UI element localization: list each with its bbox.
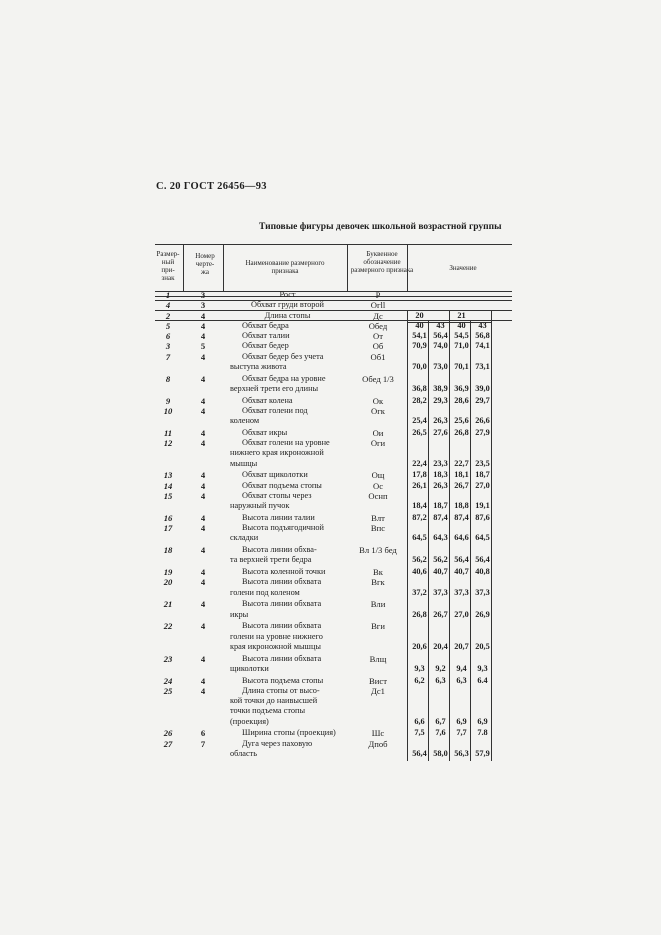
- value-cell: 25,6: [454, 416, 469, 425]
- figure-number: 4: [200, 320, 206, 331]
- value-cell: 26,1: [412, 480, 427, 490]
- feature-name: нижнего края икроножной: [230, 448, 324, 458]
- value-cell: 87,4: [433, 512, 448, 522]
- feature-symbol: Обед: [368, 320, 388, 331]
- figure-number: 4: [200, 675, 206, 686]
- feature-name: Высота линии обхвата: [242, 621, 322, 631]
- value-cell: 26,9: [475, 609, 490, 619]
- feature-number: 27: [163, 738, 173, 749]
- value-cell: 18,3: [433, 470, 448, 480]
- value-cell: 20: [415, 310, 424, 320]
- feature-name: Обхват икры: [242, 427, 288, 437]
- value-cell: 28,2: [412, 395, 427, 405]
- value-cell: 22,4: [412, 458, 427, 468]
- col-header-values: Значение: [449, 264, 477, 272]
- feature-symbol: Обед 1/3: [362, 373, 394, 384]
- value-cell: 73,1: [475, 361, 490, 371]
- feature-symbol: Вл 1/3 бед: [359, 545, 397, 555]
- header-divider: [223, 244, 224, 291]
- figure-number: 4: [200, 395, 206, 406]
- feature-name: точки подъема стопы: [230, 706, 306, 716]
- feature-name: Обхват бедра на уровне: [242, 373, 326, 383]
- col-header-feature-no: Размер-ный при-знак: [156, 250, 180, 282]
- value-cell: 6,6: [414, 716, 425, 726]
- feature-number: 14: [163, 480, 173, 491]
- value-cell: 26,7: [454, 480, 469, 490]
- col-header-symbol: Буквенное обозначение размерного признака: [350, 250, 414, 274]
- feature-name: Обхват голени на уровне: [242, 438, 330, 447]
- feature-name: Высота линии обхвата: [242, 577, 322, 587]
- feature-number: 2: [165, 310, 171, 321]
- feature-name: Длина стопы: [264, 310, 311, 320]
- feature-number: 15: [163, 490, 173, 501]
- value-cell: 70,1: [454, 361, 469, 371]
- col-header-figure-no: Номер черте-жа: [195, 252, 215, 276]
- value-cell: 18,4: [412, 501, 427, 510]
- values-rule: [470, 321, 471, 761]
- value-cell: 74,0: [433, 341, 448, 351]
- feature-name: Высота подъема стопы: [242, 675, 324, 685]
- value-cell: 64,5: [412, 533, 427, 543]
- feature-number: 12: [163, 438, 173, 448]
- value-cell: 40: [415, 320, 424, 330]
- value-cell: 19,1: [475, 501, 490, 510]
- feature-number: 17: [163, 523, 173, 533]
- value-cell: 6,9: [477, 716, 488, 726]
- figure-number: 7: [200, 738, 206, 749]
- figure-number: 3: [200, 290, 206, 300]
- row-rule: [155, 310, 512, 311]
- feature-name: Обхват колена: [242, 395, 293, 405]
- value-cell: 37,2: [412, 587, 427, 597]
- feature-number: 4: [165, 300, 171, 311]
- value-cell: 7.8: [477, 728, 488, 738]
- figure-number: 4: [200, 621, 206, 632]
- feature-name: Обхват стопы через: [242, 490, 312, 500]
- value-cell: 56,4: [433, 331, 448, 340]
- value-cell: 27,0: [475, 480, 490, 490]
- value-cell: 6,3: [435, 675, 446, 685]
- value-cell: 37,3: [454, 587, 469, 597]
- feature-number: 20: [163, 577, 173, 588]
- value-cell: 9,3: [477, 663, 488, 673]
- value-cell: 18,7: [433, 501, 448, 510]
- feature-symbol: Вист: [369, 675, 387, 686]
- values-rule: [449, 311, 450, 761]
- feature-symbol: Вк: [373, 567, 383, 577]
- feature-number: 18: [163, 545, 173, 555]
- figure-number: 4: [200, 427, 206, 438]
- value-cell: 36,8: [412, 383, 427, 393]
- feature-number: 21: [163, 599, 173, 610]
- value-cell: 58,0: [433, 748, 448, 758]
- figure-number: 4: [200, 480, 206, 491]
- value-cell: 40,6: [412, 567, 427, 576]
- feature-symbol: Огll: [370, 300, 386, 311]
- value-cell: 25,4: [412, 416, 427, 425]
- value-cell: 71,0: [454, 341, 469, 351]
- figure-number: 4: [200, 373, 206, 384]
- value-cell: 6.4: [477, 675, 488, 685]
- feature-name: мышцы: [230, 458, 258, 468]
- value-cell: 64,6: [454, 533, 469, 543]
- feature-name: края икроножной мышцы: [230, 641, 321, 651]
- feature-name: кой точки до наивысшей: [230, 696, 318, 705]
- value-cell: 29,3: [433, 395, 448, 405]
- value-cell: 6,7: [435, 716, 446, 726]
- value-cell: 56,2: [433, 555, 448, 565]
- feature-symbol: Об: [372, 341, 384, 352]
- value-cell: 18,1: [454, 470, 469, 480]
- header-divider: [183, 244, 184, 291]
- feature-number: 6: [165, 331, 171, 341]
- feature-number: 22: [163, 621, 173, 632]
- figure-number: 4: [200, 567, 206, 577]
- value-cell: 6,2: [414, 675, 425, 685]
- value-cell: 43: [436, 320, 445, 330]
- feature-name: Высота линии обхвата: [242, 599, 322, 609]
- value-cell: 56,3: [454, 748, 469, 758]
- value-cell: 7,5: [414, 728, 425, 738]
- feature-name: Обхват щиколотки: [242, 470, 308, 480]
- figure-number: 4: [200, 310, 206, 321]
- table-top-rule: [155, 244, 512, 245]
- feature-name: Обхват талии: [242, 331, 290, 340]
- values-header-rule: [407, 322, 491, 323]
- value-cell: 87,6: [475, 512, 490, 522]
- value-cell: 20,5: [475, 641, 490, 651]
- value-cell: 37,3: [475, 587, 490, 597]
- header-divider: [347, 244, 348, 291]
- value-cell: 57,9: [475, 748, 490, 758]
- feature-name: Обхват бедра: [242, 320, 289, 330]
- value-cell: 36,9: [454, 383, 469, 393]
- figure-number: 3: [200, 300, 206, 311]
- feature-name: наружный пучок: [230, 501, 290, 510]
- header-divider: [407, 244, 408, 291]
- feature-symbol: Дпоб: [368, 738, 388, 749]
- value-cell: 38,9: [433, 383, 448, 393]
- feature-symbol: Вли: [370, 599, 386, 610]
- value-cell: 73,0: [433, 361, 448, 371]
- feature-symbol: Оснп: [368, 490, 388, 501]
- value-cell: 6,3: [456, 675, 467, 685]
- feature-name: Высота линии обхвата: [242, 653, 322, 663]
- value-cell: 9,4: [456, 663, 467, 673]
- value-cell: 54,1: [412, 331, 427, 340]
- value-cell: 23,5: [475, 458, 490, 468]
- feature-name: голени на уровне нижнего: [230, 631, 323, 641]
- value-cell: 9,2: [435, 663, 446, 673]
- feature-name: Длина стопы от высо-: [242, 685, 320, 695]
- feature-symbol: Вги: [371, 621, 385, 632]
- col-header-name: Наименование размерного признака: [245, 259, 325, 275]
- value-cell: 70,9: [412, 341, 427, 351]
- feature-symbol: Огк: [371, 405, 385, 416]
- figure-number: 6: [200, 728, 206, 739]
- value-cell: 26,7: [433, 609, 448, 619]
- feature-symbol: Впс: [370, 523, 386, 533]
- feature-number: 7: [165, 351, 171, 362]
- value-cell: 26,8: [454, 427, 469, 437]
- feature-symbol: Шс: [371, 728, 385, 739]
- value-cell: 18,7: [475, 470, 490, 480]
- value-cell: 40: [457, 320, 466, 330]
- figure-number: 4: [200, 685, 206, 696]
- value-cell: 70,0: [412, 361, 427, 371]
- feature-symbol: Дс1: [371, 685, 385, 696]
- figure-number: 4: [200, 490, 206, 501]
- value-cell: 6,9: [456, 716, 467, 726]
- figure-number: 4: [200, 512, 206, 523]
- feature-symbol: Об1: [370, 351, 386, 362]
- figure-number: 4: [200, 405, 206, 416]
- value-cell: 43: [478, 320, 487, 330]
- value-cell: 26,5: [412, 427, 427, 437]
- feature-number: 3: [165, 341, 171, 352]
- feature-number: 5: [165, 320, 171, 331]
- figure-number: 4: [200, 545, 206, 555]
- value-cell: 87,4: [454, 512, 469, 522]
- feature-name: выступа живота: [230, 361, 287, 371]
- value-cell: 20,7: [454, 641, 469, 651]
- value-cell: 56,4: [475, 555, 490, 565]
- feature-number: 24: [163, 675, 173, 686]
- value-cell: 23,3: [433, 458, 448, 468]
- feature-symbol: Вгк: [371, 577, 385, 588]
- value-cell: 20,4: [433, 641, 448, 651]
- value-cell: 56,4: [454, 555, 469, 565]
- value-cell: 26,3: [433, 480, 448, 490]
- feature-name: Ширина стопы (проекция): [242, 728, 336, 738]
- feature-symbol: Ои: [372, 427, 384, 438]
- feature-number: 1: [165, 290, 171, 300]
- feature-name: Обхват голени под: [242, 405, 308, 415]
- feature-symbol: Оги: [370, 438, 386, 448]
- value-cell: 26,3: [433, 416, 448, 425]
- figure-number: 4: [200, 470, 206, 481]
- value-cell: 56,4: [412, 748, 427, 758]
- feature-number: 11: [163, 427, 173, 438]
- figure-number: 4: [200, 599, 206, 610]
- feature-name: Высота коленной точки: [242, 567, 326, 576]
- value-cell: 26,8: [412, 609, 427, 619]
- value-cell: 17,8: [412, 470, 427, 480]
- figure-number: 4: [200, 438, 206, 448]
- feature-name: область: [230, 748, 258, 758]
- feature-symbol: Ок: [372, 395, 384, 406]
- feature-number: 16: [163, 512, 173, 523]
- table-title: Типовые фигуры девочек школьной возрастной группы: [259, 222, 502, 232]
- feature-number: 8: [165, 373, 171, 384]
- value-cell: 56,8: [475, 331, 490, 340]
- feature-name: Обхват бедер без учета: [242, 351, 324, 361]
- feature-number: 13: [163, 470, 173, 481]
- feature-number: 25: [163, 685, 173, 696]
- feature-name: Высота линии талии: [242, 512, 315, 522]
- value-cell: 54,5: [454, 331, 469, 340]
- feature-symbol: Ощ: [371, 470, 385, 481]
- feature-number: 9: [165, 395, 171, 406]
- feature-name: Обхват подъема стопы: [242, 480, 322, 490]
- feature-number: 19: [163, 567, 173, 577]
- figure-number: 4: [200, 653, 206, 664]
- feature-name: (проекция): [230, 716, 269, 726]
- value-cell: 20,6: [412, 641, 427, 651]
- feature-symbol: Влщ: [369, 653, 387, 664]
- feature-symbol: Дс: [373, 310, 383, 321]
- sizes-table: [155, 244, 512, 758]
- value-cell: 39,0: [475, 383, 490, 393]
- figure-number: 4: [200, 331, 206, 341]
- value-cell: 7,6: [435, 728, 446, 738]
- feature-symbol: Р: [375, 290, 381, 300]
- value-cell: 26,6: [475, 416, 490, 425]
- value-cell: 7,7: [456, 728, 467, 738]
- value-cell: 74,1: [475, 341, 490, 351]
- feature-name: коленом: [230, 416, 260, 425]
- feature-name: икры: [230, 609, 249, 619]
- values-rule: [428, 321, 429, 761]
- values-left-rule: [407, 311, 408, 761]
- value-cell: 21: [457, 310, 466, 320]
- feature-name: Рост: [279, 290, 296, 299]
- feature-name: голени под коленом: [230, 587, 300, 597]
- page-header: С. 20 ГОСТ 26456—93: [156, 181, 267, 192]
- value-cell: 64,5: [475, 533, 490, 543]
- figure-number: 4: [200, 523, 206, 533]
- value-cell: 27,0: [454, 609, 469, 619]
- feature-number: 26: [163, 728, 173, 739]
- feature-name: Дуга через паховую: [242, 738, 313, 748]
- feature-name: Высота подъягодичной: [242, 523, 324, 532]
- value-cell: 40,7: [454, 567, 469, 576]
- feature-name: Обхват груди второй: [251, 300, 324, 310]
- value-cell: 56,2: [412, 555, 427, 565]
- row-rule: [155, 300, 512, 301]
- feature-name: складки: [230, 533, 259, 543]
- feature-number: 23: [163, 653, 173, 664]
- values-right-rule: [491, 311, 492, 761]
- feature-name: щиколотки: [230, 663, 269, 673]
- value-cell: 87,2: [412, 512, 427, 522]
- value-cell: 29,7: [475, 395, 490, 405]
- feature-name: Обхват бедер: [242, 341, 289, 351]
- figure-number: 4: [200, 351, 206, 362]
- feature-symbol: От: [373, 331, 383, 341]
- figure-number: 5: [200, 341, 206, 352]
- feature-name: Высота линии обхва-: [242, 545, 317, 554]
- value-cell: 40,7: [433, 567, 448, 576]
- feature-symbol: Ос: [372, 480, 384, 491]
- feature-name: та верхней трети бедра: [230, 555, 312, 565]
- figure-number: 4: [200, 577, 206, 588]
- value-cell: 64,3: [433, 533, 448, 543]
- feature-symbol: Влт: [371, 512, 385, 523]
- value-cell: 37,3: [433, 587, 448, 597]
- feature-number: 10: [163, 405, 173, 416]
- value-cell: 27,6: [433, 427, 448, 437]
- value-cell: 18,8: [454, 501, 469, 510]
- value-cell: 22,7: [454, 458, 469, 468]
- value-cell: 28,6: [454, 395, 469, 405]
- value-cell: 27,9: [475, 427, 490, 437]
- value-cell: 9,3: [414, 663, 425, 673]
- feature-name: верхней трети его длины: [230, 383, 319, 393]
- value-cell: 40,8: [475, 567, 490, 576]
